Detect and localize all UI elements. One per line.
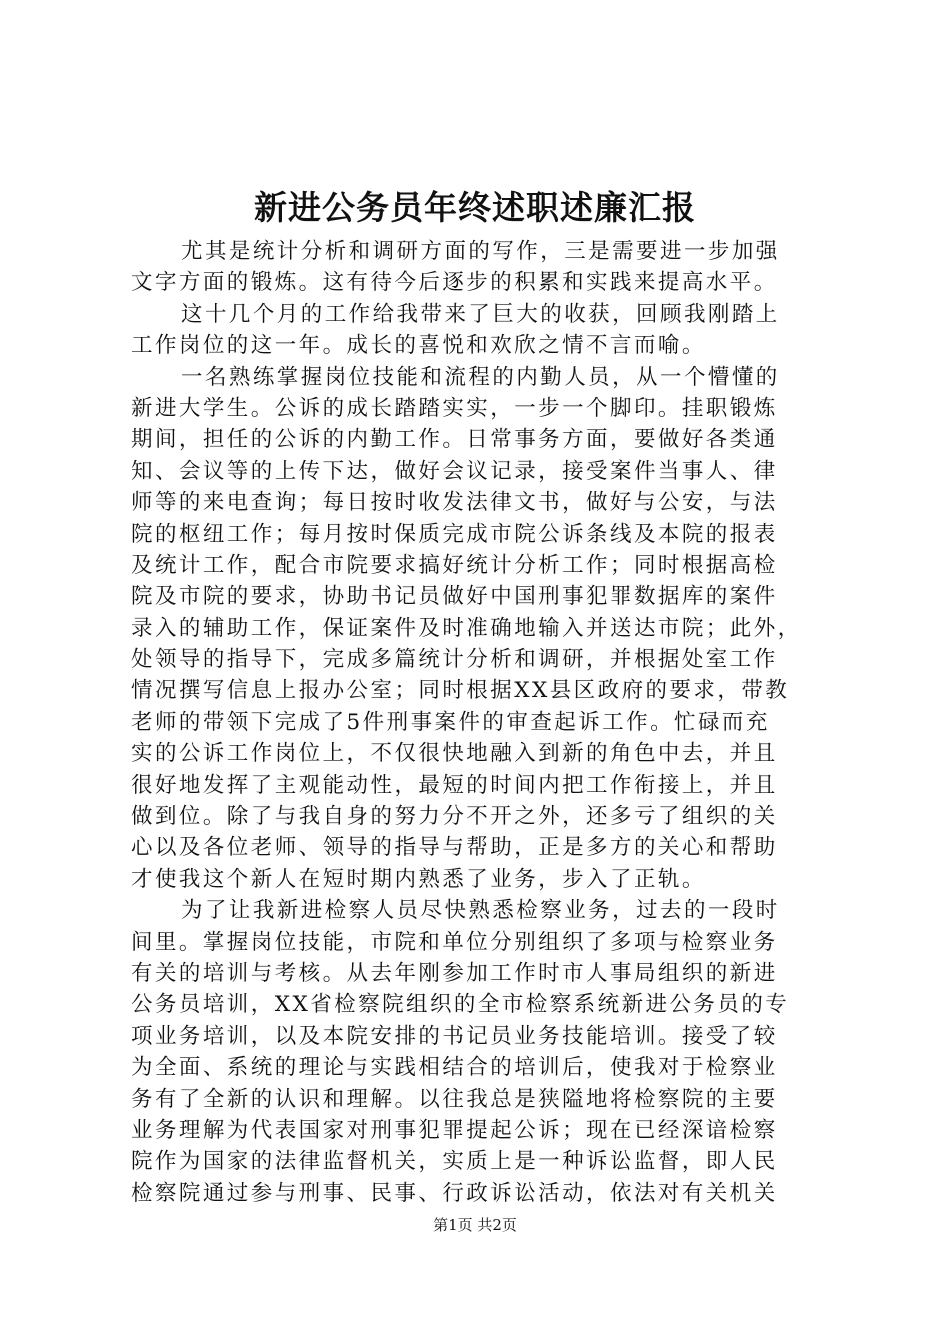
text-line: 实的公诉工作岗位上，不仅很快地融入到新的角色中去，并且 — [131, 741, 778, 767]
text-line: 有关的培训与考核。从去年刚参加工作时市人事局组织的新进 — [131, 960, 778, 986]
text-line: 很好地发挥了主观能动性，最短的时间内把工作衔接上，并且 — [131, 772, 778, 798]
text-line: 录入的辅助工作，保证案件及时准确地输入并送达市院；此外， — [131, 615, 802, 641]
paragraph-first-line: 这十几个月的工作给我带来了巨大的收获，回顾我刚踏上 — [181, 301, 780, 327]
text-line: 处领导的指导下，完成多篇统计分析和调研，并根据处室工作 — [131, 647, 778, 673]
paragraph-first-line: 为了让我新进检察人员尽快熟悉检察业务，过去的一段时 — [181, 898, 780, 924]
text-line: 项业务培训，以及本院安排的书记员业务技能培训。接受了较 — [131, 1023, 778, 1049]
text-line: 间里。掌握岗位技能，市院和单位分别组织了多项与检察业务 — [131, 929, 778, 955]
text-line: 院的枢纽工作；每月按时保质完成市院公诉条线及本院的报表 — [131, 521, 778, 547]
text-line: 及统计工作，配合市院要求搞好统计分析工作；同时根据高检 — [131, 552, 778, 578]
text-line: 院作为国家的法律监督机关，实质上是一种诉讼监督，即人民 — [131, 1149, 778, 1175]
text-line: 做到位。除了与我自身的努力分不开之外，还多亏了组织的关 — [131, 804, 778, 830]
text-line: 老师的带领下完成了5件刑事案件的审查起诉工作。忙碌而充 — [131, 709, 770, 735]
text-line: 师等的来电查询；每日按时收发法律文书，做好与公安，与法 — [131, 490, 778, 516]
text-line: 业务理解为代表国家对刑事犯罪提起公诉；现在已经深谙检察 — [131, 1117, 778, 1143]
text-line: 为全面、系统的理论与实践相结合的培训后，使我对于检察业 — [131, 1055, 778, 1081]
page-footer: 第1页 共2页 — [433, 1216, 517, 1234]
text-line: 文字方面的锻炼。这有待今后逐步的积累和实践来提高水平。 — [131, 270, 778, 296]
text-line: 工作岗位的这一年。成长的喜悦和欢欣之情不言而喻。 — [131, 333, 706, 359]
text-line: 院及市院的要求，协助书记员做好中国刑事犯罪数据库的案件 — [131, 584, 778, 610]
text-line: 公务员培训，XX省检察院组织的全市检察系统新进公务员的专 — [131, 992, 790, 1018]
text-line: 期间，担任的公诉的内勤工作。日常事务方面，要做好各类通 — [131, 427, 778, 453]
paragraph-first-line: 一名熟练掌握岗位技能和流程的内勤人员，从一个懵懂的 — [181, 364, 780, 390]
text-line: 新进大学生。公诉的成长踏踏实实，一步一个脚印。挂职锻炼 — [131, 395, 778, 421]
text-line: 心以及各位老师、领导的指导与帮助，正是多方的关心和帮助 — [131, 835, 778, 861]
text-line: 知、会议等的上传下达，做好会议记录，接受案件当事人、律 — [131, 458, 778, 484]
paragraph-first-line: 尤其是统计分析和调研方面的写作，三是需要进一步加强 — [181, 239, 780, 264]
text-line: 才使我这个新人在短时期内熟悉了业务，步入了正轨。 — [131, 866, 706, 892]
text-line: 情况撰写信息上报办公室；同时根据XX县区政府的要求，带教 — [131, 678, 790, 704]
text-line: 务有了全新的认识和理解。以往我总是狭隘地将检察院的主要 — [131, 1086, 778, 1112]
text-line: 检察院通过参与刑事、民事、行政诉讼活动，依法对有关机关 — [131, 1180, 778, 1206]
document-title: 新进公务员年终述职述廉汇报 — [254, 188, 696, 227]
document-body — [131, 236, 831, 1209]
